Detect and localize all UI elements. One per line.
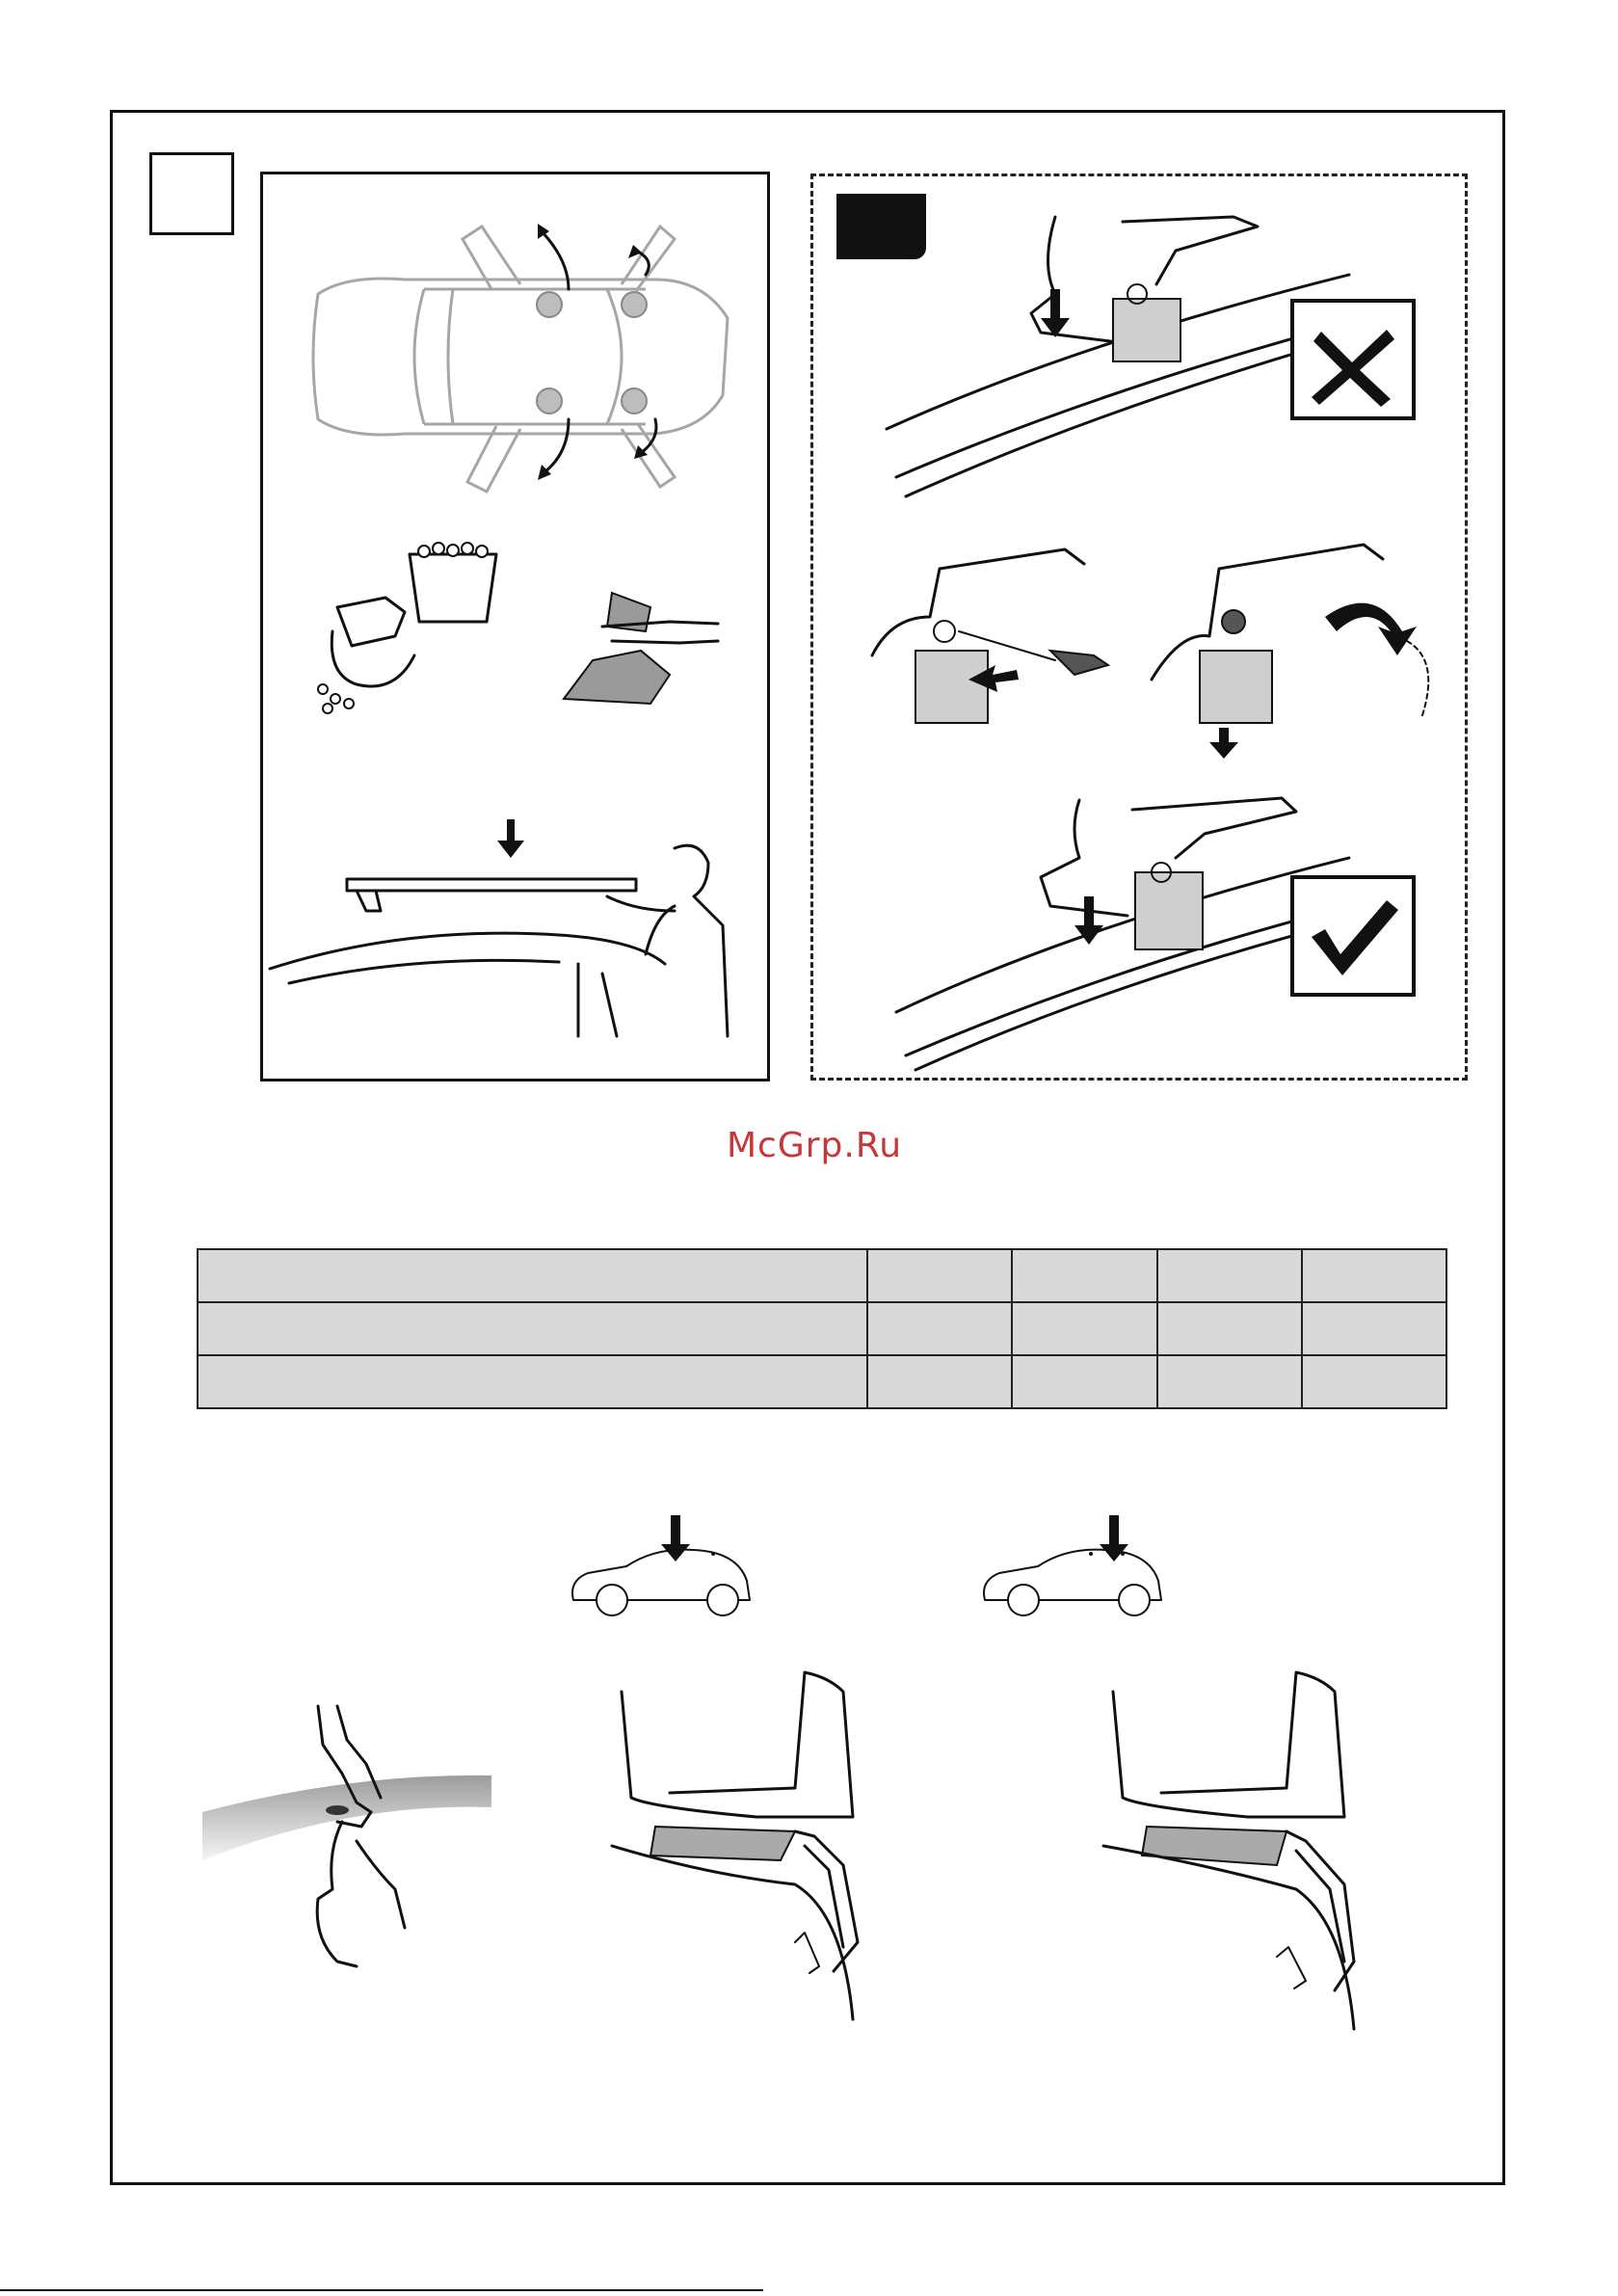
cloth-wipe-icon [554, 583, 728, 708]
table-cell [1157, 1249, 1302, 1302]
table-cell [1012, 1355, 1156, 1408]
table-cell [867, 1302, 1012, 1355]
front-foot-pad-illustration [612, 1672, 882, 2029]
table-cell [1302, 1249, 1446, 1302]
car-top-view-doors-open-icon [289, 202, 742, 511]
torque-key-icon [1050, 651, 1108, 675]
table-cell [867, 1355, 1012, 1408]
torque-key-illustration [872, 540, 1123, 733]
tighten-foot-illustration [1152, 535, 1450, 747]
incorrect-mark-box [1290, 299, 1416, 420]
correct-mark-box [1290, 875, 1416, 997]
table-cell [867, 1249, 1012, 1302]
footer-line [0, 2289, 763, 2291]
table-cell [198, 1302, 867, 1355]
table-cell [1157, 1302, 1302, 1355]
table-cell [198, 1355, 867, 1408]
table-cell [1157, 1355, 1302, 1408]
arrow-down-icon [661, 1515, 690, 1562]
watermark-text: McGrp.Ru [726, 1126, 903, 1165]
check-mark-icon [1294, 879, 1412, 993]
bucket-sponge-icon [308, 540, 501, 723]
table-cell [1012, 1302, 1156, 1355]
table-row [198, 1302, 1446, 1355]
car-side-view-icon [569, 1513, 761, 1610]
fitting-spec-table [197, 1248, 1447, 1409]
table-cell [1302, 1355, 1446, 1408]
car-side-view-icon [980, 1513, 1173, 1610]
table-cell [198, 1249, 867, 1302]
step-number-box [149, 152, 234, 235]
cross-mark-icon [1294, 303, 1412, 416]
person-placing-roof-bar-icon [270, 819, 752, 1041]
hand-placing-pad-icon [202, 1696, 491, 1976]
rear-foot-pad-illustration [1103, 1672, 1373, 2029]
table-cell [1012, 1249, 1156, 1302]
table-row [198, 1355, 1446, 1408]
table-row [198, 1249, 1446, 1302]
table-cell [1302, 1302, 1446, 1355]
